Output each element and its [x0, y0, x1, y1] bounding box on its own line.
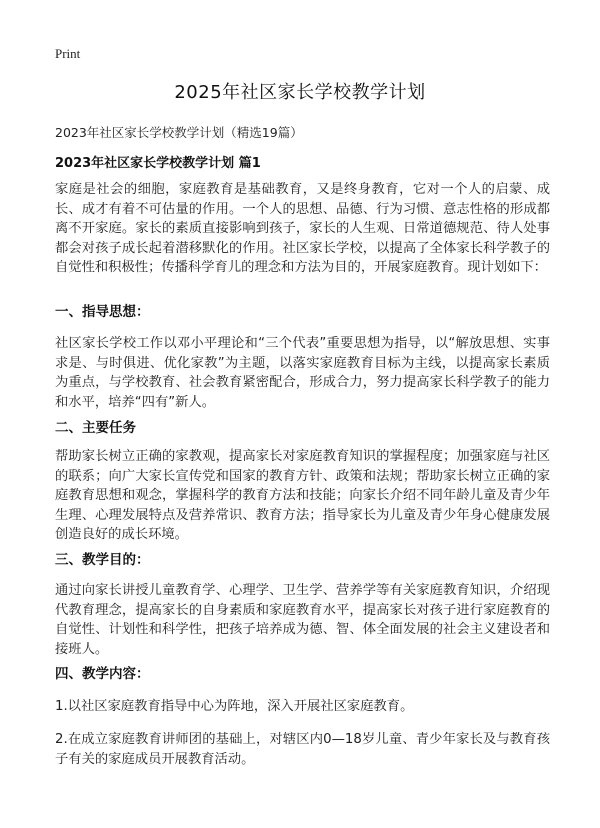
content-item-2: 2.在成立家庭教育讲师团的基础上，对辖区内0—18岁儿童、青少年家长及与教育孩子有关的家庭成员开展教育活动。: [55, 732, 550, 767]
document-subtitle: 2023年社区家长学校教学计划（精选19篇）: [55, 125, 303, 140]
content-item-1: 1.以社区家庭教育指导中心为阵地，深入开展社区家庭教育。: [55, 699, 414, 714]
section-heading: 2023年社区家长学校教学计划 篇1: [55, 156, 261, 171]
heading-teaching-content: 四、教学内容：: [55, 666, 150, 682]
print-link[interactable]: Print: [55, 46, 81, 61]
teaching-purpose-paragraph: 通过向家长讲授儿童教育学、心理学、卫生学、营养学等有关家庭教育知识，介绍现代教育理念，提高家长的自身素质和家庭教育水平，提高家长对孩子进行家庭教育的自觉性、计划性和科学性，把孩子培养成为德、智、体全面发展的社会主义建设者和接班人。: [55, 583, 550, 657]
main-tasks-paragraph: 帮助家长树立正确的家教观，提高家长对家庭教育知识的掌握程度；加强家庭与社区的联系；向广大家长宣传党和国家的教育方针、政策和法规；帮助家长树立正确的家庭教育思想和观念，掌握科学的教育方法和技能；向家长介绍不同年龄儿童及青少年生理、心理发展特点及营养常识、教育方法；指导家长为儿童及青少年身心健康发展创造良好的成长环境。: [55, 449, 550, 543]
heading-teaching-purpose: 三、教学目的：: [55, 552, 150, 568]
page-title: 2025年社区家长学校教学计划: [174, 82, 426, 103]
heading-main-tasks: 二、主要任务: [55, 420, 136, 436]
heading-guiding-ideology: 一、指导思想：: [55, 304, 150, 320]
intro-paragraph: 家庭是社会的细胞，家庭教育是基础教育，又是终身教育，它对一个人的启蒙、成长、成才有着不可估量的作用。一个人的思想、品德、行为习惯、意志性格的形成都离不开家庭。家长的素质直接影响到孩子，家长的人生观、日常道德规范、待人处事都会对孩子成长起着潜移默化的作用。社区家长学校，以提高了全体家长科学教子的自觉性和积极性；传播科学育儿的理念和方法为目的，开展家庭教育。现计划如下：: [55, 182, 550, 276]
guiding-ideology-paragraph: 社区家长学校工作以邓小平理论和“三个代表”重要思想为指导，以“解放思想、实事求是、与时俱进、优化家教”为主题，以落实家庭教育目标为主线，以提高家长素质为重点，与学校教育、社会教育紧密配合，形成合力，努力提高家长科学教子的能力和水平，培养“四有”新人。: [55, 336, 550, 410]
